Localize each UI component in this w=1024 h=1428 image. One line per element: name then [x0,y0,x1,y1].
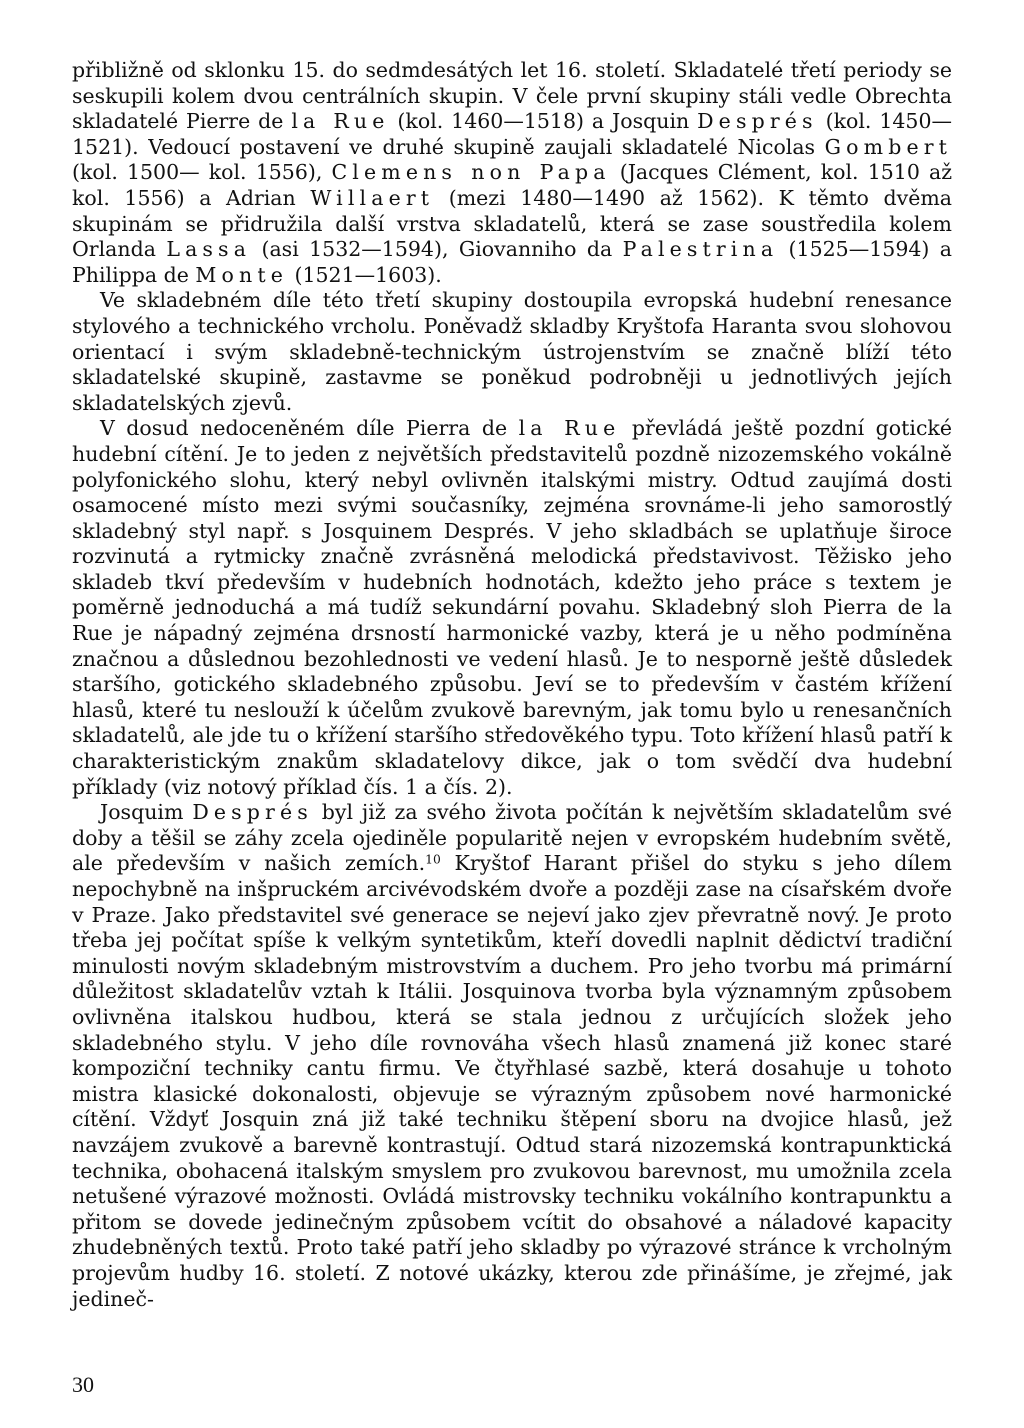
paragraph-4 [72,800,952,1312]
text-run: (asi 1532—1594), Giovanniho da [251,237,623,262]
spaced-name: la Rue [518,416,621,441]
spaced-name: Lassa [166,237,252,262]
text-run: (1521—1603). [287,262,442,287]
page-number: 30 [72,1372,94,1397]
text-run: (mezi 1480—1490 až 1562). K těmto dvěma skupinám se přidružila další vrstva skladatelů, která se zase soustředila kolem Orlanda [72,185,952,262]
spaced-name: Monte [195,262,288,287]
text-run: (kol. 1460—1518) a Josquin [389,109,698,134]
text-run: převládá ještě pozdní gotické hudební cítění. Je to jeden z největších představitelů pozdně nizozemského vokálně polyfonického slohu, který nebyl ovlivněn italskými mistry. Odtud zaujímá dosti osamocené místo mezi svými současníky, zejména srovnáme-li jeho samorostlý skladebný styl např. s Josquinem Després. V jeho skladbách se uplatňuje široce rozvinutá a rytmicky značně zvrásněná melodická představivost. Těžisko jeho skladeb tkví především v hudebních hodnotách, kdežto jeho práce s textem je poměrně jednoduchá a má tudíž sekundární povahu. Skladebný sloh Pierra de la Rue je nápadný zejména drsností harmonické vazby, která je u něho podmíněna značnou a důslednou bezohlednosti ve vedení hlasů. Je to nesporně ještě důsledek staršího, gotického skladebného způsobu. Jeví se to především v častém křížení hlasů, které tu neslouží k účelům zvukově barevným, jak tomu bylo u renesančních skladatelů, ale jde tu o křížení staršího středověkého typu. Toto křížení hlasů patří k charakteristickým znakům skladatelovy dikce, jak o tom svědčí dva hudební příklady (viz notový příklad čís. 1 a čís. 2). [72,416,952,799]
text-run: (kol. 1500— kol. 1556), [72,160,332,185]
text-run: Kryštof Harant přišel do styku s jeho dílem nepochybně na inšpruckém arcivévodském dvoře a později zase na císařském dvoře v Praze. Jako představitel své generace se nejeví jako zjev převratně nový. Je proto třeba jej počítat spíše k velkým syntetikům, kteří dovedli naplnit dědictví tradiční minulosti novým skladebným mistrovstvím a duchem. Pro jeho tvorbu má primární důležitost skladatelův vztah k Itálii. Josquinova tvorba byla významným způsobem ovlivněna italskou hudbou, která se stala jednou z určujících složek jeho skladebného stylu. V jeho díle rovnováha všech hlasů znamená již konec staré kompoziční techniky cantu firmu. Ve čtyřhlasé sazbě, která dosahuje u tohoto mistra klasické dokonalosti, objevuje se výrazným způsobem nové harmonické cítění. Vždyť Josquin zná již také techniku štěpení sboru na dvojice hlasů, jež navzájem zvukově a barevně kontrastují. Odtud stará nizozemská kontrapunktická technika, obohacená italským smyslem pro zvukovou barevnost, mu umožnila zcela netušené výrazové možnosti. Ovládá mistrovsky techniku vokálního kontrapunktu a přitom se dovede jedinečným způsobem vcítit do obsahové a náladové kapacity zhudebněných textů. Proto také patří jeho skladby po výrazové stránce k vrcholným projevům hudby 16. století. Z notové ukázky, kterou zde přinášíme, je zřejmé, jak jedineč- [72,851,953,1311]
spaced-name: Clemens non Papa [331,160,611,185]
page-body [72,58,952,1312]
spaced-name: Després [697,109,818,134]
spaced-name: la Rue [291,109,390,134]
spaced-name: Willaert [310,185,435,210]
text-run: přibližně od sklonku 15. do sedmdesátých let 16. století. Skladatelé třetí periody se seskupili kolem dvou centrálních skupin. V čele první skupiny stáli vedle Obrechta skladatelé Pierre de [72,58,952,134]
spaced-name: Gombert [824,134,952,159]
footnote-ref: 10 [425,852,441,867]
text-run: (Jacques Clément, kol. 1510 až kol. 1556) a Adrian [72,160,953,210]
text-run: Josquim [100,800,193,825]
text-run: byl již za svého života počítán k největším skladatelům své doby a těšil se záhy zcela ojediněle popularitě nejen v evropském hudebním světě, ale především v našich zemích. [72,800,952,876]
text-run: Ve skladebném díle této třetí skupiny dostoupila evropská hudební renesance stylového a technického vrcholu. Poněvadž skladby Kryštofa Haranta svou slohovou orientací i svým skladebně-technickým ústrojenstvím se značně blíží této skladatelské skupině, zastavme se poněkud podrobněji u jednotlivých jejích skladatelských zjevů. [72,288,952,415]
text-run: (1525—1594) a Philippa de [72,237,953,287]
text-run: (kol. 1450—1521). Vedoucí postavení ve druhé skupině zaujali skladatelé Nicolas [72,109,952,159]
text-run: V dosud nedoceněném díle Pierra de [100,416,519,441]
paragraph-1 [72,58,952,288]
spaced-name: Després [192,800,313,825]
paragraph-3 [72,416,952,800]
paragraph-2 [72,288,952,416]
spaced-name: Palestrina [622,237,779,262]
